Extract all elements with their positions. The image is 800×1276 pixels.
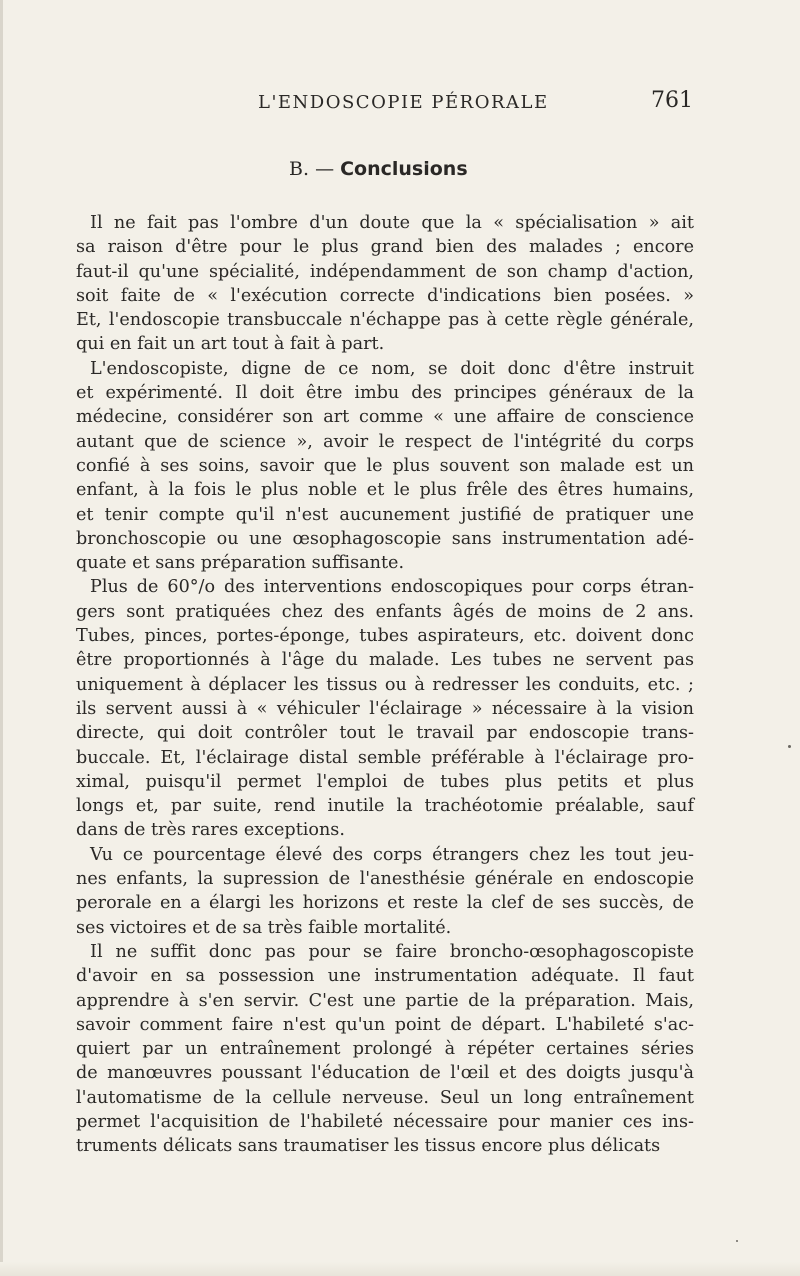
text-line: permet l'acquisition de l'habileté nécessaire pour manier ces ins- <box>76 1111 694 1132</box>
text-line: quiert par un entraînement prolongé à répéter certaines séries <box>76 1039 694 1060</box>
text-line: soit faite de « l'exécution correcte d'indications bien posées. » <box>76 285 694 306</box>
text-line: Tubes, pinces, portes-éponge, tubes aspirateurs, etc. doivent donc <box>76 626 694 647</box>
text-line: et expérimenté. Il doit être imbu des principes généraux de la <box>76 383 694 404</box>
text-line: d'avoir en sa possession une instrumentation adéquate. Il faut <box>76 966 694 987</box>
text-line: bronchoscopie ou une œsophagoscopie sans instrumentation adé- <box>76 528 694 549</box>
text-line: quate et sans préparation suffisante. <box>76 553 405 574</box>
text-line: uniquement à déplacer les tissus ou à redresser les conduits, etc. ; <box>76 674 694 695</box>
text-line: apprendre à s'en servir. C'est une partie de la préparation. Mais, <box>76 990 694 1011</box>
text-line: perorale en a élargi les horizons et reste la clef de ses succès, de <box>76 893 694 914</box>
text-line: médecine, considérer son art comme « une affaire de conscience <box>76 407 694 428</box>
page-bottom-edge <box>0 1262 800 1276</box>
text-line: ses victoires et de sa très faible mortalité. <box>76 917 452 938</box>
text-line: sa raison d'être pour le plus grand bien des malades ; encore <box>76 237 694 258</box>
text-line: gers sont pratiquées chez des enfants âgés de moins de 2 ans. <box>76 601 694 622</box>
paragraph-1 <box>76 211 694 357</box>
text-line: savoir comment faire n'est qu'un point de départ. L'habileté s'ac- <box>76 1014 694 1035</box>
paragraph-5 <box>76 940 694 1159</box>
section-heading <box>289 158 468 180</box>
page-number: 761 <box>651 88 693 113</box>
text-line: et tenir compte qu'il n'est aucunement justifié de pratiquer une <box>76 504 694 525</box>
text-line: l'automatisme de la cellule nerveuse. Seul un long entraînement <box>76 1087 694 1108</box>
text-line: buccale. Et, l'éclairage distal semble préférable à l'éclairage pro- <box>76 747 694 768</box>
text-line: Il ne suffit donc pas pour se faire broncho-œsophagoscopiste <box>90 941 694 962</box>
page-edge-shadow <box>0 0 3 1276</box>
text-line: Et, l'endoscopie transbuccale n'échappe pas à cette règle générale, <box>76 310 694 331</box>
text-line: être proportionnés à l'âge du malade. Les tubes ne servent pas <box>76 650 694 671</box>
paragraph-4 <box>76 843 694 940</box>
text-line: truments délicats sans traumatiser les tissus encore plus délicats <box>76 1136 661 1157</box>
text-line: Vu ce pourcentage élevé des corps étrangers chez les tout jeu- <box>90 844 694 865</box>
paragraph-2 <box>76 357 694 576</box>
text-line: enfant, à la fois le plus noble et le plus frêle des êtres humains, <box>76 480 694 501</box>
text-line: nes enfants, la supression de l'anesthésie générale en endoscopie <box>76 869 694 890</box>
text-line: faut-il qu'une spécialité, indépendamment de son champ d'action, <box>76 261 694 282</box>
section-label: B. <box>289 158 310 180</box>
section-title: Conclusions <box>340 158 468 180</box>
body-text <box>76 211 694 1159</box>
section-dash: — <box>315 158 335 180</box>
text-line: L'endoscopiste, digne de ce nom, se doit donc d'être instruit <box>90 358 694 379</box>
paragraph-3 <box>76 575 694 842</box>
text-line: dans de très rares exceptions. <box>76 820 345 841</box>
text-line: Plus de 60°/o des interventions endoscopiques pour corps étran- <box>90 577 694 598</box>
text-line: directe, qui doit contrôler tout le travail par endoscopie trans- <box>76 723 694 744</box>
text-line: Il ne fait pas l'ombre d'un doute que la « spécialisation » ait <box>90 213 694 233</box>
paper-speck <box>736 1240 738 1242</box>
text-line: confié à ses soins, savoir que le plus souvent son malade est un <box>76 455 694 476</box>
text-line: autant que de science », avoir le respect de l'intégrité du corps <box>76 431 694 452</box>
text-line: ximal, puisqu'il permet l'emploi de tubes plus petits et plus <box>76 771 694 792</box>
text-line: ils servent aussi à « véhiculer l'éclairage » nécessaire à la vision <box>76 698 694 719</box>
paper-speck <box>788 745 791 748</box>
text-line: longs et, par suite, rend inutile la trachéotomie préalable, sauf <box>76 796 694 817</box>
running-head: L'ENDOSCOPIE PÉRORALE <box>258 92 549 113</box>
text-line: de manœuvres poussant l'éducation de l'œil et des doigts jusqu'à <box>76 1063 694 1084</box>
text-line: qui en fait un art tout à fait à part. <box>76 334 385 355</box>
